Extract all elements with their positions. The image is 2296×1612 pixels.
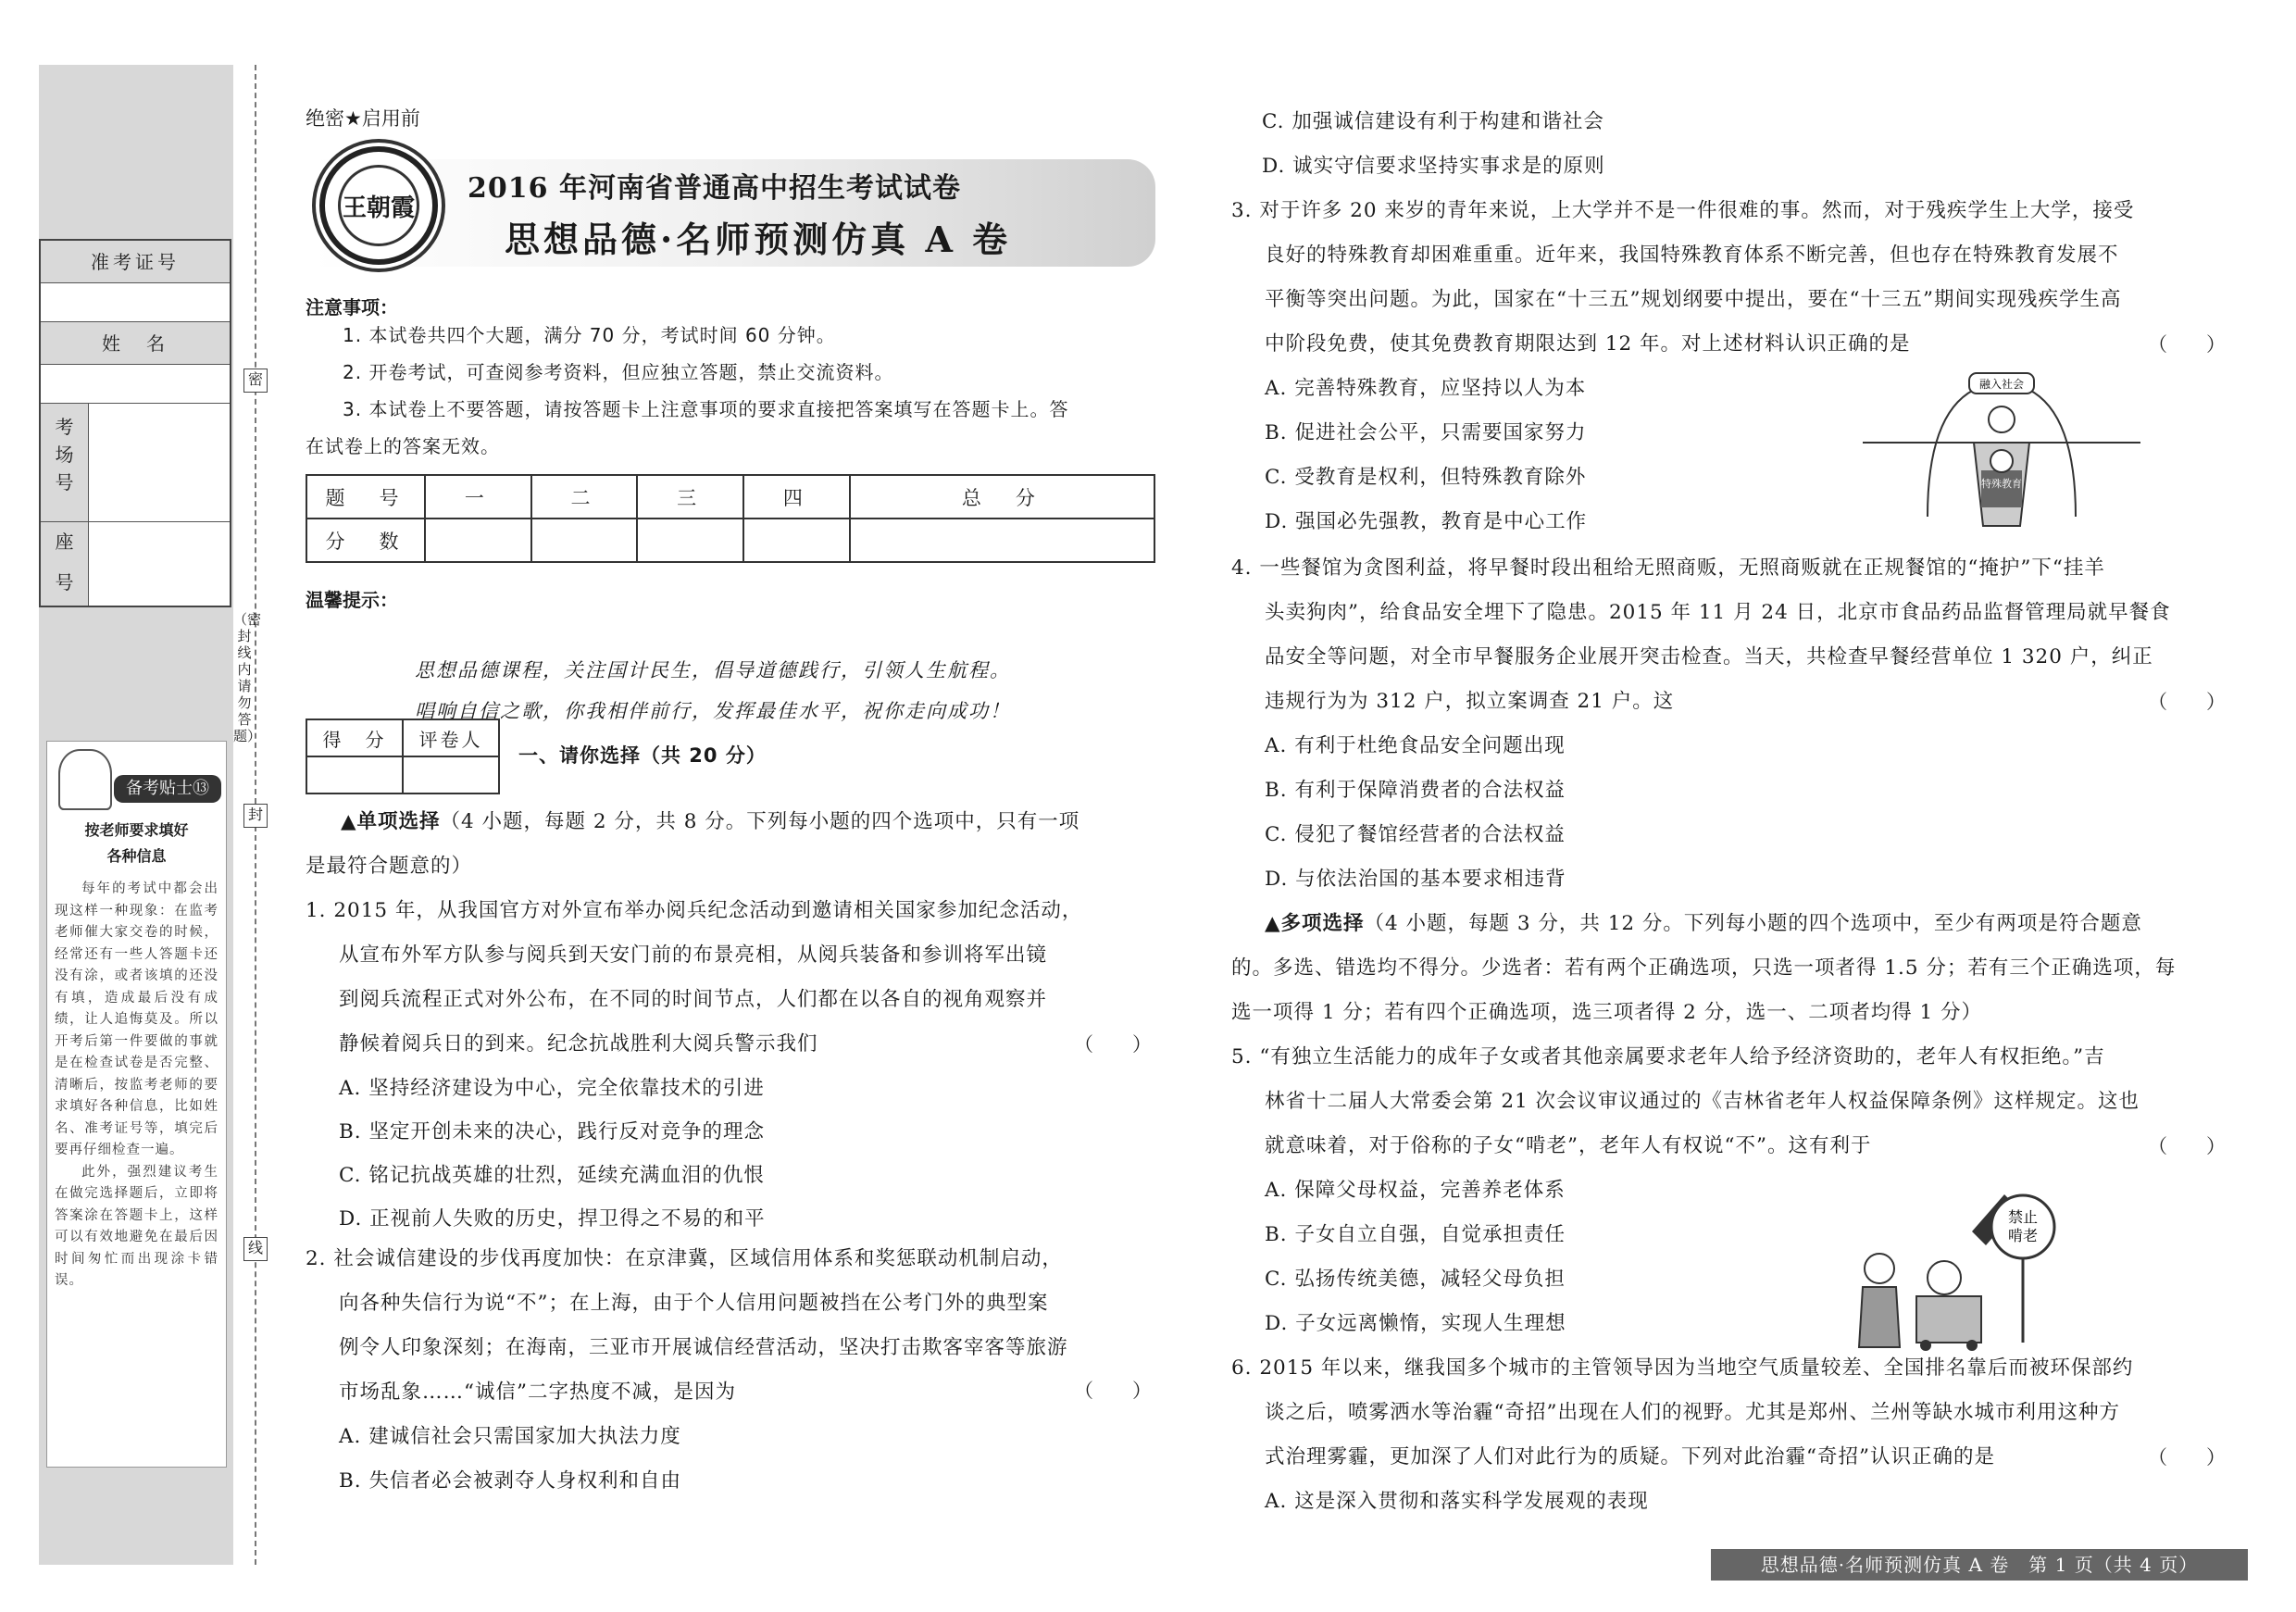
q3-option-c[interactable]: C. 受教育是权利，但特殊教育除外 bbox=[1265, 466, 1587, 489]
question-4: 4. 一些餐馆为贪图利益，将早餐时段出租给无照商贩，无照商贩就在正规餐馆的“掩护”下“挂羊 头卖狗肉”，给食品安全埋下了隐患。2015 年 11 月 24 日，北京市食品药品监督管理局就早餐食 品安全等问题，对全市早餐服务企业展开突击检查。当天，共检查早餐经营单位 1 320 户，纠正 违规行为为 312 户，拟立案调查 21 户。这 A. 有利于杜绝食品安全问题出现 B. 有利于保障消费者的合法权益 C. 侵犯了餐馆经营者的合法权益 D. 与依法治国的基本要求相违背 bbox=[1231, 546, 2171, 902]
q2-options-cont bbox=[1262, 100, 1605, 189]
score-table bbox=[306, 474, 1155, 563]
score-cell[interactable] bbox=[743, 519, 850, 562]
score-header-cell: 二 bbox=[531, 475, 638, 519]
grade-score-label: 得 分 bbox=[306, 719, 403, 756]
room-label: 考 场 号 bbox=[41, 404, 89, 521]
box-label: 特殊教育 bbox=[1981, 478, 2022, 490]
seal-char-feng: 封 bbox=[243, 804, 268, 828]
exam-title: 2016 年河南省普通高中招生考试试卷 bbox=[468, 172, 961, 205]
question-3: 3. 对于许多 20 来岁的青年来说，上大学并不是一件很难的事。然而，对于残疾学生上大学，接受 良好的特殊教育却困难重重。近年来，我国特殊教育体系不断完善，但也存在特殊教育发展不 平衡等突出问题。为此，国家在“十三五”规划纲要中提出，要在“十三五”期间实现残疾学生高 中阶段免费，使其免费教育期限达到 12 年。对上述材料认识正确的是 A. 完善特殊教育，应坚持以人为本 B. 促进社会公平，只需要国家努力 C. 受教育是权利，但特殊教育除外 D. 强国必先强教，教育是中心工作 bbox=[1231, 189, 2134, 544]
q3-answer-paren[interactable]: （ ） bbox=[2148, 333, 2226, 356]
q2-option-b[interactable]: B. 失信者必会被剥夺人身权利和自由 bbox=[339, 1469, 681, 1493]
q6-answer-paren[interactable]: （ ） bbox=[2148, 1446, 2226, 1468]
q2-option-a[interactable]: A. 建诚信社会只需国家加大执法力度 bbox=[339, 1425, 681, 1448]
multi-choice-intro-cont: 的。多选、错选均不得分。少选者：若有两个正确选项，只选一项者得 1.5 分；若有三个正确选项，每 选一项得 1 分；若有四个正确选项，选三项者得 2 分，选一、二项者均得 1 分） bbox=[1231, 956, 2177, 1024]
q1-option-a[interactable]: A. 坚持经济建设为中心，完全依靠技术的引进 bbox=[339, 1077, 765, 1100]
q4-option-d[interactable]: D. 与依法治国的基本要求相违背 bbox=[1265, 868, 1566, 891]
exam-id-field[interactable] bbox=[41, 283, 230, 322]
seal-char-xian: 线 bbox=[243, 1237, 268, 1261]
seal-note: （密封线内请勿答题） bbox=[233, 611, 262, 744]
score-cell[interactable] bbox=[637, 519, 743, 562]
notice-item: 1. 本试卷共四个大题，满分 70 分，考试时间 60 分钟。 bbox=[343, 324, 836, 346]
multi-choice-intro: ▲多项选择（4 小题，每题 3 分，共 12 分。下列每小题的四个选项中，至少有两项是符合题意 bbox=[1265, 912, 2142, 935]
warm-heading: 温馨提示： bbox=[306, 589, 398, 611]
tips-body-2: 此外，强烈建议考生在做完选择题后，立即将答案涂在答题卡上，这样可以有效地避免在最后因时间匆忙而出现涂卡错误。 bbox=[55, 1164, 218, 1288]
q5-option-b[interactable]: B. 子女自立自强，自觉承担责任 bbox=[1265, 1223, 1566, 1246]
tips-title: 备考贴士⑬ bbox=[114, 775, 221, 803]
question-6: 6. 2015 年以来，继我国多个城市的主管领导因为当地空气质量较差、全国排名靠后而被环保部约 谈之后，喷雾洒水等治霾“奇招”出现在人们的视野。尤其是郑州、兰州等缺水城市利用这种方 式治理雾霾，更加深了人们对此行为的质疑。下列对此治霾“奇招”认识正确的是 A. 这是深入贯彻和落实科学发展观的表现 bbox=[1231, 1346, 2133, 1524]
q1-answer-paren[interactable]: （ ） bbox=[1074, 1033, 1152, 1056]
notice-item: 3. 本试卷上不要答题，请按答题卡上注意事项的要求直接把答案填写在答题卡上。答 bbox=[343, 398, 1069, 420]
no-leeching-parents-cartoon bbox=[1842, 1167, 2074, 1352]
q4-option-b[interactable]: B. 有利于保障消费者的合法权益 bbox=[1265, 779, 1566, 802]
q5-option-c[interactable]: C. 弘扬传统美德，减轻父母负担 bbox=[1265, 1268, 1566, 1291]
q3-option-d[interactable]: D. 强国必先强教，教育是中心工作 bbox=[1265, 510, 1588, 533]
q5-option-a[interactable]: A. 保障父母权益，完善养老体系 bbox=[1265, 1179, 1566, 1202]
score-header-cell: 四 bbox=[743, 475, 850, 519]
score-header-cell: 三 bbox=[637, 475, 743, 519]
cartoon-figure-icon bbox=[58, 749, 112, 810]
notice-heading: 注意事项： bbox=[306, 296, 398, 319]
score-header-cell: 总 分 bbox=[850, 475, 1154, 519]
q1-option-c[interactable]: C. 铭记抗战英雄的壮烈，延续充满血泪的仇恨 bbox=[339, 1164, 765, 1187]
name-label: 姓 名 bbox=[41, 322, 230, 365]
exam-tips-box bbox=[46, 741, 227, 1468]
exam-subtitle: 思想品德·名师预测仿真 A 卷 bbox=[505, 219, 1012, 260]
score-cell[interactable] bbox=[850, 519, 1154, 562]
page-footer: 思想品德·名师预测仿真 A 卷 第 1 页（共 4 页） bbox=[1711, 1549, 2248, 1581]
notice-item: 2. 开卷考试，可查阅参考资料，但应独立答题，禁止交流资料。 bbox=[343, 361, 894, 383]
q4-option-a[interactable]: A. 有利于杜绝食品安全问题出现 bbox=[1265, 734, 1566, 757]
q1-option-b[interactable]: B. 坚定开创未来的决心，践行反对竞争的理念 bbox=[339, 1120, 765, 1143]
room-field[interactable] bbox=[89, 404, 230, 521]
score-row-label: 分 数 bbox=[306, 519, 425, 562]
score-cell[interactable] bbox=[425, 519, 531, 562]
q2-option-c[interactable]: C. 加强诚信建设有利于构建和谐社会 bbox=[1262, 110, 1604, 133]
q2-answer-paren[interactable]: （ ） bbox=[1074, 1380, 1152, 1402]
tips-subtitle: 按老师要求填好 各种信息 bbox=[84, 821, 189, 865]
sign-text: 融入社会 bbox=[1978, 378, 2025, 391]
question-2: 2. 社会诚信建设的步伐再度加快：在京津冀，区域信用体系和奖惩联动机制启动， 向各种失信行为说“不”；在上海，由于个人信用问题被挡在公考门外的典型案 例令人印象深刻；在海南，三亚市开展诚信经营活动，坚决打击欺客宰客等旅游 市场乱象……“诚信”二字热度不减，是因为 A. 建诚信社会只需国家加大执法力度 B. 失信者必会被剥夺人身权利和自由 bbox=[306, 1237, 1068, 1504]
q3-option-a[interactable]: A. 完善特殊教育，应坚持以人为本 bbox=[1265, 377, 1587, 400]
seat-label: 座 号 bbox=[41, 522, 89, 606]
special-education-cartoon bbox=[1863, 369, 2140, 533]
q2-option-d[interactable]: D. 诚实守信要求坚持实事求是的原则 bbox=[1262, 155, 1605, 178]
grade-score-cell[interactable] bbox=[306, 756, 403, 794]
seal-char-mi: 密 bbox=[243, 369, 268, 393]
exam-id-label: 准考证号 bbox=[41, 241, 230, 283]
single-choice-intro-cont: 是最符合题意的） bbox=[306, 855, 473, 878]
seat-field[interactable] bbox=[89, 522, 230, 606]
q4-option-c[interactable]: C. 侵犯了餐馆经营者的合法权益 bbox=[1265, 823, 1566, 846]
q4-answer-paren[interactable]: （ ） bbox=[2148, 691, 2226, 713]
q3-option-b[interactable]: B. 促进社会公平，只需要国家努力 bbox=[1265, 421, 1587, 444]
candidate-info-box bbox=[39, 239, 231, 607]
warm-text: 思想品德课程，关注国计民生，倡导道德践行，引领人生航程。 唱响自信之歌，你我相伴前行，发挥最佳水平，祝你走向成功！ bbox=[415, 659, 1011, 722]
q1-option-d[interactable]: D. 正视前人失败的历史，捍卫得之不易的和平 bbox=[339, 1207, 766, 1231]
grade-table bbox=[306, 719, 500, 794]
score-header-cell: 题 号 bbox=[306, 475, 425, 519]
publisher-seal-logo: 王朝霞 bbox=[319, 146, 438, 265]
grader-label: 评卷人 bbox=[403, 719, 499, 756]
secret-label: 绝密★启用前 bbox=[306, 107, 420, 130]
question-1: 1. 2015 年，从我国官方对外宣布举办阅兵纪念活动到邀请相关国家参加纪念活动， 从宣布外军方队参与阅兵到天安门前的布景亮相，从阅兵装备和参训将军出镜 到阅兵流程正式对外公布，在不同的时间节点，人们都在以各自的视角观察并 静候着阅兵日的到来。纪念抗战胜利大阅兵警示我们 A. 坚持经济建设为中心，完全依靠技术的引进 B. 坚定开创未来的决心，践行反对竞争的理念 C. 铭记抗战英雄的壮烈，延续充满血泪的仇恨 D. 正视前人失败的历史，捍卫得之不易的和平 bbox=[306, 889, 1082, 1241]
name-field[interactable] bbox=[41, 365, 230, 404]
section-1-title: 一、请你选择（共 20 分） bbox=[518, 744, 767, 767]
score-cell[interactable] bbox=[531, 519, 638, 562]
score-header-cell: 一 bbox=[425, 475, 531, 519]
q5-option-d[interactable]: D. 子女远离懒惰，实现人生理想 bbox=[1265, 1312, 1566, 1335]
q6-option-a[interactable]: A. 这是深入贯彻和落实科学发展观的表现 bbox=[1265, 1490, 1649, 1513]
grader-cell[interactable] bbox=[403, 756, 499, 794]
notice-item-cont: 在试卷上的答案无效。 bbox=[306, 435, 500, 457]
sign-text-line2: 啃老 bbox=[2007, 1227, 2039, 1244]
single-choice-intro: ▲单项选择（4 小题，每题 2 分，共 8 分。下列每小题的四个选项中，只有一项 bbox=[341, 810, 1080, 833]
notice-list bbox=[306, 317, 1157, 465]
sign-text-line1: 禁止 bbox=[2007, 1208, 2039, 1226]
q5-answer-paren[interactable]: （ ） bbox=[2148, 1135, 2226, 1157]
tips-body-1: 每年的考试中都会出现这样一种现象：在监考老师催大家交卷的时候，经常还有一些人答题卡还没有涂，或者该填的还没有填，造成最后没有成绩，让人追悔莫及。所以开考后第一件要做的事就是在检查试卷是否完整、清晰后，按监考老师的要求填好各种信息，比如姓名、准考证号等，填完后要再仔细检查一遍。 bbox=[55, 881, 218, 1157]
question-5: 5. “有独立生活能力的成年子女或者其他亲属要求老年人给予经济资助的，老年人有权拒绝。”吉 林省十二届人大常委会第 21 次会议审议通过的《吉林省老年人权益保障条例》这样规定。这也 就意味着，对于俗称的子女“啃老”，老年人有权说“不”。这有利于 A. 保障父母权益，完善养老体系 B. 子女自立自强，自觉承担责任 C. 弘扬传统美德，减轻父母负担 D. 子女远离懒惰，实现人生理想 bbox=[1231, 1035, 2140, 1346]
